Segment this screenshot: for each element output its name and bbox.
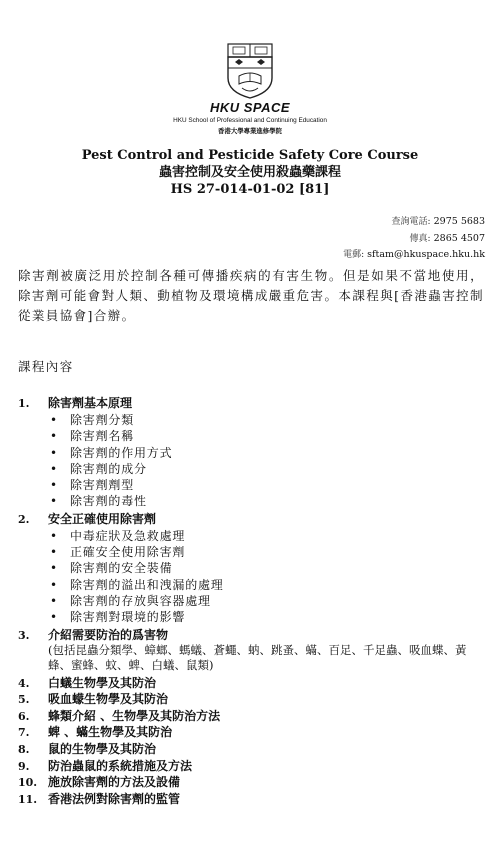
sub-item: • 除害劑劑型 <box>48 477 486 493</box>
section-title: 課程內容 <box>18 359 74 374</box>
outline-item <box>18 676 486 691</box>
item-title: 香港法例對除害劑的監管 <box>48 791 181 806</box>
outline-item <box>18 709 486 724</box>
sub-item: • 除害劑對環境的影響 <box>48 609 486 625</box>
sub-item: • 除害劑名稱 <box>48 428 486 444</box>
contact-block <box>343 214 485 264</box>
item-number: 11. <box>18 792 38 806</box>
item-title: 安全正確使用除害劑 <box>48 511 157 526</box>
item-number: 10. <box>18 776 38 790</box>
email-label: 電郵: <box>343 250 365 260</box>
course-code: HS 27-014-01-02 [81] <box>170 182 330 197</box>
course-outline <box>18 396 486 808</box>
outline-item <box>18 512 486 626</box>
item-number: 1. <box>18 397 30 410</box>
item-number: 4. <box>18 676 30 690</box>
outline-item <box>18 628 486 674</box>
sub-item: • 除害劑的毒性 <box>48 493 486 509</box>
intro-paragraph: 除害劑被廣泛用於控制各種可傳播疾病的有害生物。但是如果不當地使用，除害劑可能會對人類、動植物及環境構成嚴重危害。本課程與[香港蟲害控制從業員協會]合辦。 <box>18 268 484 323</box>
item-number: 5. <box>18 693 30 707</box>
sub-item: • 中毒症狀及急救處理 <box>48 528 486 544</box>
course-titles <box>0 147 500 198</box>
item-number: 2. <box>18 512 30 526</box>
outline-item <box>18 775 486 790</box>
item-number: 7. <box>18 726 30 740</box>
outline-item <box>18 396 486 510</box>
outline-item <box>18 759 486 774</box>
item-title: 施放除害劑的方法及設備 <box>48 775 181 790</box>
brand-subtitle-zh: 香港大學專業進修學院 <box>218 127 282 135</box>
sub-item: • 除害劑的作用方式 <box>48 445 486 461</box>
course-title-zh: 蟲害控制及安全使用殺蟲藥課程 <box>158 165 341 180</box>
contact-email <box>343 247 485 264</box>
sub-item: • 除害劑分類 <box>48 412 486 428</box>
contact-tel <box>343 214 485 231</box>
contact-fax <box>343 231 485 248</box>
item-title: 白蟻生物學及其防治 <box>48 675 157 690</box>
outline-item <box>18 742 486 757</box>
item-number: 8. <box>18 742 30 756</box>
tel-value: 2975 5683 <box>433 216 485 227</box>
sub-item: • 除害劑的安全裝備 <box>48 560 486 576</box>
brand-subtitle-en: HKU School of Professional and Continuing Education <box>173 117 327 124</box>
course-title-en: Pest Control and Pesticide Safety Core Course <box>81 148 419 163</box>
sub-item: • 除害劑的存放與容器處理 <box>48 593 486 609</box>
item-note: (包括昆蟲分類學、蟑螂、螞蟻、蒼蠅、蚋、跳蚤、蟎、百足、千足蟲、吸血蝶、黃蜂、蜜蜂、蚊、蜱、白蟻、鼠類) <box>48 642 467 673</box>
hku-crest-logo <box>222 42 278 100</box>
item-title: 除害劑基本原理 <box>48 396 133 410</box>
outline-item <box>18 725 486 740</box>
item-title: 吸血蠓生物學及其防治 <box>48 692 169 707</box>
sub-item: • 除害劑的溢出和洩漏的處理 <box>48 577 486 593</box>
outline-item <box>18 792 486 807</box>
sub-list <box>48 412 486 510</box>
item-number: 9. <box>18 759 30 773</box>
item-title: 蜂類介紹 、生物學及其防治方法 <box>48 708 221 723</box>
item-title: 蜱 、蟎生物學及其防治 <box>48 725 173 740</box>
sub-list <box>48 528 486 626</box>
brand-name: HKU SPACE <box>209 100 291 115</box>
item-title: 防治蟲鼠的系統措施及方法 <box>48 758 193 773</box>
email-value[interactable]: sftam@hkuspace.hku.hk <box>367 249 485 260</box>
item-title: 介紹需要防治的爲害物 <box>48 627 169 642</box>
fax-label: 傳真: <box>409 233 431 244</box>
item-number: 6. <box>18 709 30 723</box>
tel-label: 查詢電話: <box>391 217 431 227</box>
fax-value: 2865 4507 <box>433 232 485 244</box>
outline-item <box>18 692 486 707</box>
sub-item: • 正確安全使用除害劑 <box>48 544 486 560</box>
sub-item: • 除害劑的成分 <box>48 461 486 477</box>
item-title: 鼠的生物學及其防治 <box>48 741 157 756</box>
item-number: 3. <box>18 628 30 642</box>
